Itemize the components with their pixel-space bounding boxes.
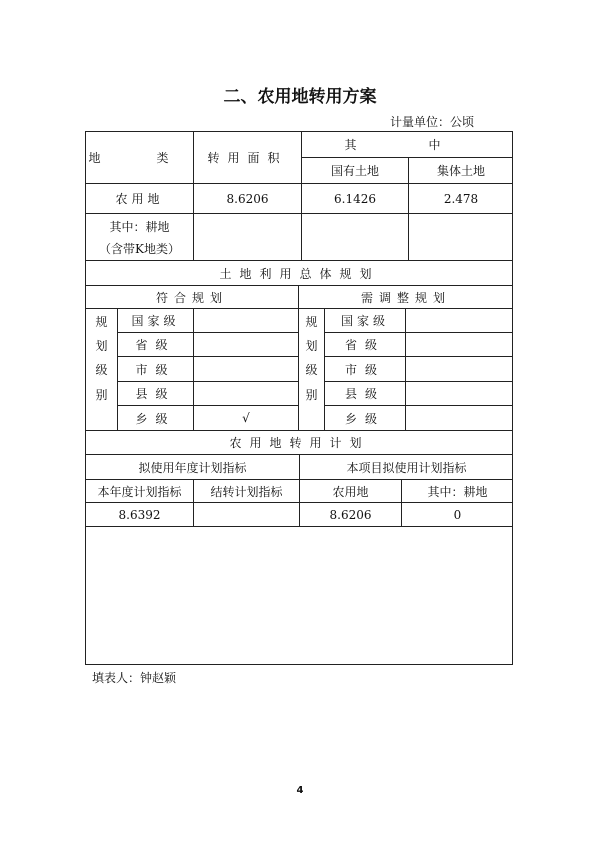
value-agri-state: 6.1426 <box>334 191 376 206</box>
level-side-char: 划 <box>305 338 318 353</box>
comply-mark-county <box>194 382 298 405</box>
level-side-char: 规 <box>305 314 318 329</box>
value-agri-collective: 2.478 <box>443 191 479 206</box>
filler-label: 填表人：钟赵颖 <box>92 671 177 685</box>
conversion-table <box>85 131 513 665</box>
value-project-arable: 0 <box>453 507 462 522</box>
value-annual-current: 8.6392 <box>118 507 161 522</box>
header-of-which: 其 中 <box>344 138 471 152</box>
level-side-char: 级 <box>95 362 108 377</box>
header-project-plan: 本项目拟使用计划指标 <box>346 460 467 475</box>
header-annual-carry: 结转计划指标 <box>210 484 283 499</box>
comply-mark-national <box>194 309 298 332</box>
level-city: 市级 <box>135 362 176 377</box>
unit-label: 计量单位：公顷 <box>389 115 474 129</box>
row-label-agricultural: 农用地 <box>115 192 164 206</box>
level-side-char: 划 <box>95 338 108 353</box>
level-national: 国家级 <box>131 314 180 328</box>
header-land-type: 地 类 <box>88 151 191 165</box>
header-project-arable: 其中：耕地 <box>427 484 488 499</box>
value-project-agri: 8.6206 <box>329 507 372 522</box>
comply-mark-city <box>194 357 298 381</box>
level-side-char: 级 <box>305 362 318 377</box>
row-label-arable-1: 其中：耕地 <box>109 219 170 234</box>
header-adjust-plan: 需调整规划 <box>360 290 451 305</box>
header-annual-plan: 拟使用年度计划指标 <box>138 460 247 475</box>
section-general-plan: 土地利用总体规划 <box>219 266 380 281</box>
comply-mark-province <box>194 333 298 356</box>
header-conversion-area: 转用面积 <box>207 151 288 165</box>
level-side-char: 别 <box>305 387 318 402</box>
level-side-char: 别 <box>95 387 108 402</box>
row-label-arable-2: （含带K地类） <box>99 241 180 256</box>
header-project-agri: 农用地 <box>332 484 369 499</box>
adjust-level-county: 县级 <box>344 387 385 401</box>
section-conversion-plan: 农用地转用计划 <box>229 436 370 450</box>
header-state-land: 国有土地 <box>330 164 379 178</box>
adjust-level-national: 国家级 <box>340 314 389 328</box>
level-township: 乡级 <box>135 411 176 426</box>
comply-mark-township: √ <box>242 411 250 425</box>
adjust-level-city: 市级 <box>344 362 385 377</box>
value-annual-carry <box>194 503 299 526</box>
header-collective-land: 集体土地 <box>436 164 485 178</box>
page-title: 二、农用地转用方案 <box>223 87 377 107</box>
level-province: 省级 <box>135 338 176 352</box>
level-side-char: 规 <box>95 314 108 329</box>
adjust-level-township: 乡级 <box>344 411 385 426</box>
adjust-level-province: 省级 <box>344 338 385 352</box>
value-agri-area: 8.6206 <box>226 191 269 206</box>
header-annual-current: 本年度计划指标 <box>97 484 182 499</box>
page-number: 4 <box>296 785 304 796</box>
level-county: 县级 <box>135 387 176 401</box>
header-comply-plan: 符合规划 <box>155 290 228 305</box>
